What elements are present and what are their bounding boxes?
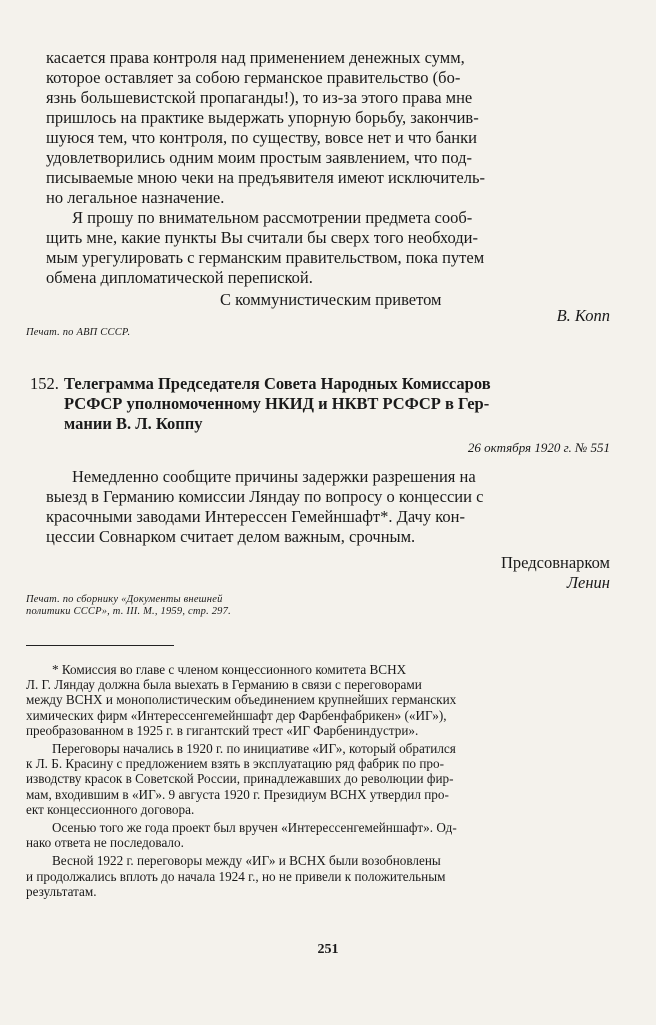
- text-line: химических фирм «Интерессенгемейншафт дер Фарбенфабрикен» («ИГ»),: [26, 707, 447, 723]
- signoff-name: Ленин: [566, 573, 610, 592]
- text-line: мам, входившим в «ИГ». 9 августа 1920 г. Президиум ВСНХ утвердил про-: [26, 786, 449, 802]
- text-line: и продолжались вплоть до начала 1924 г., но не привели к положительным: [26, 868, 446, 884]
- signoff-title: Предсовнарком: [501, 553, 610, 572]
- text-line: но легальное назначение.: [46, 188, 225, 207]
- text-line: которое оставляет за собою германское правительство (бо-: [46, 68, 461, 87]
- source-note: Печат. по АВП СССР.: [26, 327, 131, 338]
- source-line: политики СССР», т. III. М., 1959, стр. 297.: [26, 606, 231, 617]
- closing-greeting: С коммунистическим приветом: [220, 290, 442, 309]
- text-line: между ВСНХ и монополистическим объединением крупнейших германских: [26, 692, 457, 708]
- heading-line: РСФСР уполномоченному НКИД и НКВТ РСФСР в Гер-: [64, 394, 490, 413]
- text-line: * Комиссия во главе с членом концессионного комитета ВСНХ: [52, 662, 407, 677]
- text-line: язнь большевистской пропаганды!), то из-за этого права мне: [46, 88, 473, 107]
- text-line: обмена дипломатической перепиской.: [46, 268, 313, 287]
- text-line: Весной 1922 г. переговоры между «ИГ» и ВСНХ были возобновлены: [52, 853, 441, 869]
- document-number: 152.: [30, 374, 59, 393]
- text-line: изводству красок в Советской России, принадлежавших до революции фир-: [26, 771, 454, 787]
- text-line: выезд в Германию комиссии Ляндау по вопросу о концессии с: [46, 487, 484, 506]
- text-line: писываемые мною чеки на предъявителя имеют исключитель-: [46, 168, 485, 187]
- text-line: Переговоры начались в 1920 г. по инициативе «ИГ», который обратился: [52, 741, 456, 757]
- heading-line: 152. Телеграмма Председателя Совета Народных Комиссаров: [30, 374, 491, 393]
- text-line: мым урегулировать с германским правительством, пока путем: [46, 248, 485, 267]
- text-line: Я прошу по внимательном рассмотрении предмета сооб-: [72, 208, 473, 227]
- letter-continuation: [46, 48, 610, 288]
- text-line: щить мне, какие пункты Вы считали бы сверх того необходи-: [46, 228, 478, 247]
- text-line: удовлетворились одним моим простым заявлением, что под-: [46, 148, 473, 167]
- document-heading: [30, 374, 610, 434]
- text-line: Немедленно сообщите причины задержки разрешения на: [72, 467, 476, 486]
- footnote: [26, 662, 612, 899]
- text-line: красочными заводами Интерессен Гемейншафт*. Дачу кон-: [46, 507, 465, 526]
- text-line: Осенью того же года проект был вручен «Интерессенгемейншафт». Од-: [52, 820, 457, 836]
- signature-kopp: В. Копп: [556, 306, 610, 325]
- text-line: преобразованном в 1925 г. в гигантский трест «ИГ Фарбениндустри».: [26, 722, 419, 738]
- page-number: 251: [317, 942, 339, 957]
- text-line: Л. Г. Ляндау должна была выехать в Германию в связи с переговорами: [26, 677, 422, 693]
- heading-line: мании В. Л. Коппу: [64, 414, 203, 433]
- text-line: нако ответа не последовало.: [26, 835, 184, 851]
- source-note-152: [26, 594, 590, 618]
- document-date: 26 октября 1920 г. № 551: [467, 440, 610, 455]
- telegram-text: [46, 467, 610, 547]
- text-line: шуюся тем, что контроля, по существу, вовсе нет и что банки: [46, 128, 477, 147]
- text-line: результатам.: [26, 883, 97, 899]
- text-line: цессии Совнарком считает делом важным, срочным.: [46, 527, 416, 546]
- text-line: пришлось на практике выдержать упорную борьбу, закончив-: [46, 108, 479, 127]
- source-line: Печат. по сборнику «Документы внешней: [26, 594, 223, 605]
- text-line: к Л. Б. Красину с предложением взять в эксплуатацию ряд фабрик по про-: [26, 756, 444, 772]
- text-line: ект концессионного договора.: [26, 801, 195, 817]
- footnote-rule: [26, 645, 174, 646]
- text-line: касается права контроля над применением денежных сумм,: [46, 48, 465, 67]
